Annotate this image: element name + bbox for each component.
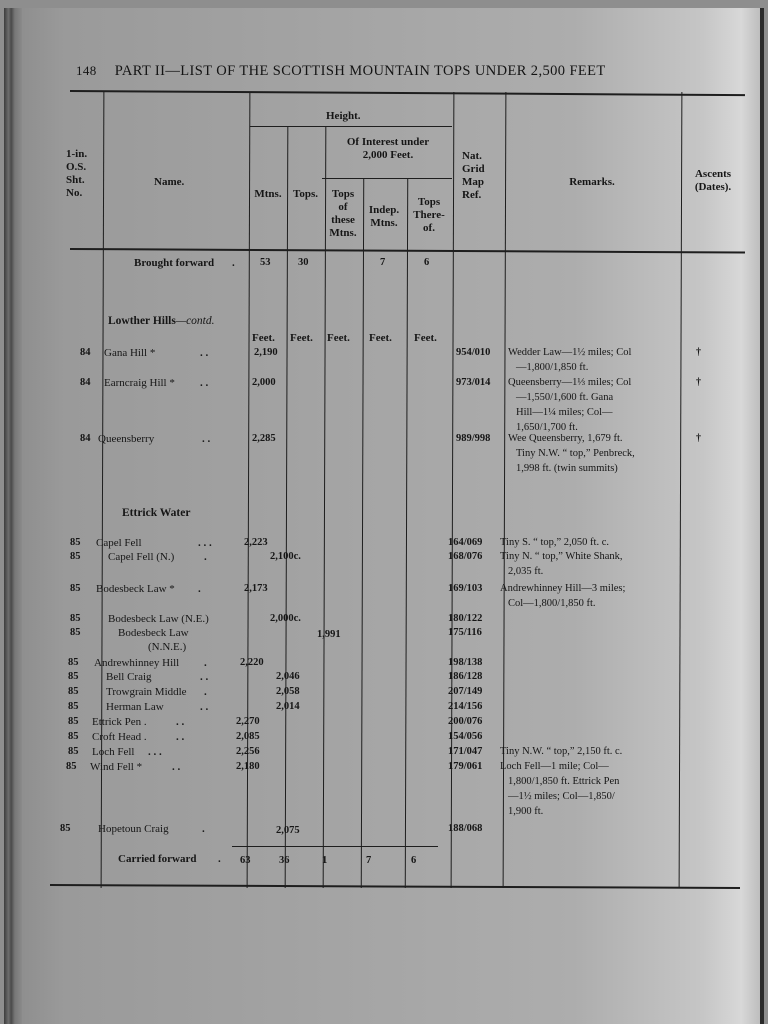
row-mtns: 2,256 [236,746,260,757]
carried-forward-indep: 7 [366,855,372,866]
page-edge [760,8,764,1024]
row-grid: 188/068 [448,823,483,834]
header-sheet-line: 1-in. [66,148,88,160]
brought-forward-tops-thereof: 6 [424,257,430,268]
row-remark-line: Wedder Law—1½ miles; Col [508,347,632,358]
header-tops-of-these [324,188,362,240]
col-rule [285,126,289,888]
row-remark-line: Tiny N.W. “ top,” Penbreck, [516,448,635,459]
row-sheet: 85 [68,716,79,727]
row-sheet: 85 [68,657,79,668]
brought-forward-dot: . [232,257,235,269]
row-tops: 2,046 [276,671,300,682]
header-line: Mtns. [370,217,398,229]
row-grid: 214/156 [448,701,483,712]
height-rule [250,126,452,127]
row-mtns: 2,270 [236,716,260,727]
carried-top-rule [232,846,438,847]
header-line: (Dates). [694,181,732,193]
row-sheet: 85 [60,823,71,834]
row-ascent-mark: † [696,433,701,444]
col-rule [361,178,364,888]
row-name: Croft Head . [92,731,147,743]
header-line: There- [413,209,445,221]
carried-forward-dot: . [218,853,221,865]
row-sheet: 84 [80,433,91,444]
header-line: Indep. [368,204,400,216]
header-line: Grid [462,163,485,175]
row-tops: 2,014 [276,701,300,712]
top-rule [70,90,745,96]
row-leader-dots: . . . [148,746,162,758]
row-mtns: 2,180 [236,761,260,772]
row-grid: 200/076 [448,716,483,727]
row-mtns: 2,223 [244,537,268,548]
row-grid: 989/998 [456,433,491,444]
row-remark-line: Col—1,800/1,850 ft. [508,598,596,609]
section-title: Lowther Hills [108,315,176,327]
row-leader-dots: . [202,823,205,835]
header-interest-line: Of Interest under [346,136,430,148]
row-remark-line: Tiny N. “ top,” White Shank, [500,551,623,562]
row-sheet: 85 [70,613,81,624]
row-name: Queensberry [98,433,155,445]
row-name: Gana Hill * [104,347,156,359]
row-remark-line: 1,650/1,700 ft. [516,422,578,433]
carried-forward-tops: 36 [279,855,290,866]
row-remark-line: —1½ miles; Col—1,850/ [508,791,615,802]
book-page [4,8,764,1024]
header-sheet [66,148,87,200]
header-sheet-line: No. [66,187,83,199]
header-line: of [338,201,348,213]
row-name: Andrewhinney Hill [94,657,180,669]
row-mtns: 2,285 [252,433,276,444]
header-line: Tops [417,196,441,208]
unit-tops-of-these: Feet. [327,332,350,344]
row-remark-line: Queensberry—1⅓ miles; Col [508,377,632,388]
header-sheet-line: O.S. [66,161,87,173]
row-name: Ettrick Pen . [92,716,147,728]
row-sheet: 85 [66,761,77,772]
brought-forward-tops: 30 [298,257,309,268]
row-tops-of-these: 1,991 [317,629,341,640]
header-line: Mtns. [329,227,357,239]
row-remark-line: 1,998 ft. (twin summits) [516,463,618,474]
row-sheet: 85 [70,551,81,562]
header-sheet-line: Sht. [66,174,85,186]
header-line: these [331,214,355,226]
row-leader-dots: . . [176,731,185,743]
row-name: Bell Craig [106,671,152,683]
row-mtns: 2,173 [244,583,268,594]
row-grid: 175/116 [448,627,482,638]
section-suffix: —contd. [175,315,215,327]
row-leader-dots: . . [200,347,209,359]
book-spine [4,8,22,1024]
row-name: Trowgrain Middle [106,686,187,698]
row-name: Wind Fell * [90,761,143,773]
row-grid: 973/014 [456,377,491,388]
row-tops: 2,000c. [270,613,301,624]
header-line: Nat. [462,150,482,162]
row-remark-line: Tiny S. “ top,” 2,050 ft. c. [500,537,609,548]
unit-tops: Feet. [290,332,313,344]
row-name: Capel Fell (N.) [108,551,175,563]
row-name: Bodesbeck Law (N.E.) [108,613,209,625]
section-heading: Ettrick Water [122,507,191,519]
carried-forward-tops-of-these: 1 [322,855,328,866]
header-grid [452,150,504,202]
interest-rule [322,178,452,179]
row-leader-dots: . [204,657,207,669]
header-line: of. [423,222,435,234]
row-grid: 171/047 [448,746,483,757]
row-ascent-mark: † [696,347,701,358]
row-remark-line: Wee Queensberry, 1,679 ft. [508,433,623,444]
carried-forward-label: Carried forward [118,853,197,865]
row-remark-line: —1,800/1,850 ft. [516,362,589,373]
row-name-cont: (N.N.E.) [148,641,187,653]
header-line: Tops [331,188,355,200]
row-remark-line: 1,900 ft. [508,806,544,817]
row-leader-dots: . [198,583,201,595]
header-line: Ascents [694,168,732,180]
header-ascents [684,168,742,194]
bottom-rule [50,884,740,889]
running-head [76,63,736,80]
row-name: Bodesbeck Law * [96,583,175,595]
row-grid: 164/069 [448,537,483,548]
row-sheet: 85 [68,701,79,712]
row-name: Earncraig Hill * [104,377,175,389]
row-grid: 154/056 [448,731,483,742]
row-grid: 186/128 [448,671,483,682]
row-remark-line: Tiny N.W. “ top,” 2,150 ft. c. [500,746,623,757]
unit-tops-thereof: Feet. [414,332,437,344]
row-tops: 2,075 [276,825,300,836]
row-sheet: 85 [68,746,79,757]
header-line: Ref. [462,189,482,201]
row-sheet: 84 [80,377,91,388]
header-height: Height. [326,110,361,122]
col-rule [679,92,683,888]
row-sheet: 85 [68,686,79,697]
row-remark-line: 1,800/1,850 ft. Ettrick Pen [508,776,620,787]
row-mtns: 2,190 [254,347,278,358]
carried-forward-tops-thereof: 6 [411,855,417,866]
unit-indep: Feet. [369,332,392,344]
carried-forward-mtns: 63 [240,855,251,866]
row-name: Bodesbeck Law [118,627,189,639]
section-heading [108,314,215,328]
row-name: Herman Law [106,701,164,713]
header-name: Name. [154,176,185,188]
header-tops: Tops. [293,188,318,200]
row-sheet: 85 [70,537,81,548]
row-leader-dots: . . [202,433,211,445]
header-interest [324,136,452,162]
header-interest-line: 2,000 Feet. [362,149,414,161]
row-grid: 954/010 [456,347,491,358]
brought-forward-indep: 7 [380,257,386,268]
row-grid: 169/103 [448,583,483,594]
page-number: 148 [76,63,97,78]
unit-mtns: Feet. [252,332,275,344]
row-name: Hopetoun Craig [98,823,169,835]
row-leader-dots: . . . [198,537,212,549]
row-remark-line: Loch Fell—1 mile; Col— [500,761,609,772]
col-rule [405,178,408,888]
page-title: PART II—LIST OF THE SCOTTISH MOUNTAIN TOPS UNDER 2,500 FEET [114,63,606,79]
header-line: Map [462,176,484,188]
brought-forward-label: Brought forward [134,257,215,269]
row-leader-dots: . . [176,716,185,728]
row-grid: 168/076 [448,551,483,562]
row-remark-line: 2,035 ft. [508,566,544,577]
row-sheet: 85 [70,627,81,638]
row-mtns: 2,000 [252,377,276,388]
row-leader-dots: . . [200,671,209,683]
row-grid: 180/122 [448,613,483,624]
row-leader-dots: . . [200,377,209,389]
header-tops-thereof [406,196,452,235]
row-sheet: 85 [68,731,79,742]
row-tops: 2,100c. [270,551,301,562]
row-leader-dots: . [204,551,207,563]
row-sheet: 85 [68,671,79,682]
row-mtns: 2,220 [240,657,264,668]
header-mtns: Mtns. [254,188,282,200]
col-rule [323,126,327,888]
row-name: Loch Fell [92,746,135,758]
row-remark-line: —1,550/1,600 ft. Gana [516,392,614,403]
row-remark-line: Hill—1¼ miles; Col— [516,407,613,418]
row-sheet: 85 [70,583,81,594]
row-grid: 198/138 [448,657,483,668]
row-grid: 179/061 [448,761,483,772]
header-indep [362,204,406,230]
row-ascent-mark: † [696,377,701,388]
brought-forward-mtns: 53 [260,257,271,268]
row-leader-dots: . [204,686,207,698]
row-grid: 207/149 [448,686,483,697]
row-leader-dots: . . [200,701,209,713]
row-name: Capel Fell [96,537,142,549]
row-mtns: 2,085 [236,731,260,742]
header-remarks: Remarks. [569,176,615,188]
row-remark-line: Andrewhinney Hill—3 miles; [500,583,626,594]
row-leader-dots: . . [172,761,181,773]
row-sheet: 84 [80,347,91,358]
row-tops: 2,058 [276,686,300,697]
